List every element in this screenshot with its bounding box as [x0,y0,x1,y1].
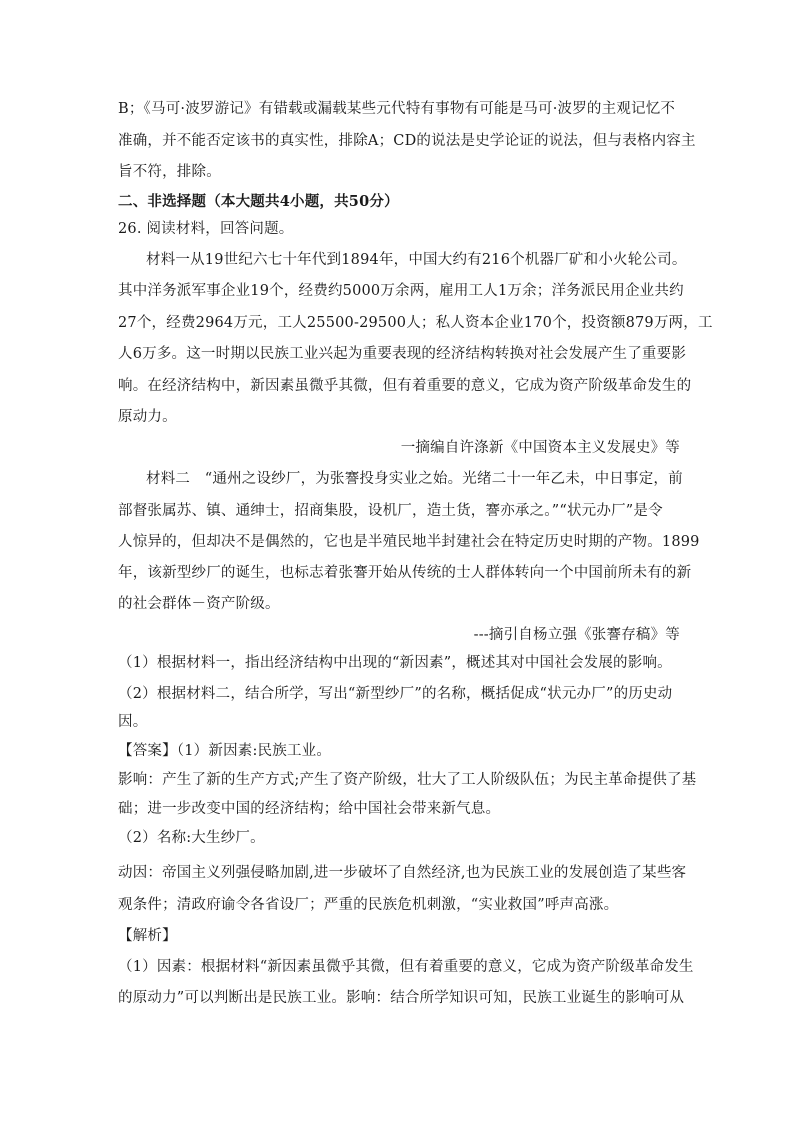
answer-heading: 【答案】（1）新因素:民族工业。 [118,743,332,759]
text-line: 其中洋务派军事企业19个，经费约5000万余两，雇用工人1万余；洋务派民用企业共约 [118,283,684,299]
source-citation: 一摘编自许涤新《中国资本主义发展史》等 [400,440,680,456]
section-heading: 二、非选择题（本大题共4小题，共50分） [118,193,399,210]
text-line: （1）因素：根据材料“新因素虽微乎其微，但有着重要的意义，它成为资产阶级革命发生 [118,959,694,975]
text-line: 材料二 “通州之设纱厂，为张謇投身实业之始。光绪二十一年乙未，中日事定，前 [146,471,683,487]
text-line: 础；进一步改变中国的经济结构；给中国社会带来新气息。 [118,801,501,817]
source-citation: ---摘引自杨立强《张謇存稿》等 [473,627,680,643]
text-line: 27个，经费2964万元，工人25500-29500人；私人资本企业170个，投资额879万两，工 [118,315,713,331]
text-line: 人6万多。这一时期以民族工业兴起为重要表现的经济结构转换对社会发展产生了重要影 [118,346,687,362]
text-line: 原动力。 [118,409,177,425]
text-line: 旨不符，排除。 [118,164,221,180]
text-line: 部督张属苏、镇、通绅士，招商集股，设机厂，造土货，謇亦承之。”“状元办厂”是令 [118,503,663,519]
question-item: （1）根据材料一，指出经济结构中出现的“新因素”，概述其对中国社会发展的影响。 [118,655,672,671]
text-line: 人惊异的，但却决不是偶然的，它也是半殖民地半封建社会在特定历史时期的产物。1899 [118,534,700,550]
question-item: （2）根据材料二，结合所学，写出“新型纱厂”的名称，概括促成“状元办厂”的历史动 [118,686,673,702]
text-line: 影响：产生了新的生产方式;产生了资产阶级，壮大了工人阶级队伍；为民主革命提供了基 [118,772,697,788]
text-line: 准确，并不能否定该书的真实性，排除A；CD的说法是史学论证的说法，但与表格内容主 [118,133,696,149]
text-line: 响。在经济结构中，新因素虽微乎其微，但有着重要的意义，它成为资产阶级革命发生的 [118,378,692,394]
text-line: 的原动力”可以判断出是民族工业。影响：结合所学知识可知，民族工业诞生的影响可从 [118,990,685,1006]
text-line: 观条件；清政府谕令各省设厂；严重的民族危机刺激，“实业救国”呼声高涨。 [118,897,619,913]
text-line: （2）名称:大生纱厂。 [118,830,265,846]
text-line: 动因：帝国主义列强侵略加剧,进一步破坏了自然经济,也为民族工业的发展创造了某些客 [118,865,687,881]
text-line: 因。 [118,714,148,730]
text-line: 的社会群体－资产阶级。 [118,596,280,612]
text-line: 年，该新型纱厂的诞生，也标志着张謇开始从传统的士人群体转向一个中国前所未有的新 [118,565,692,581]
question-title: 26. 阅读材料，回答问题。 [118,221,294,237]
text-line: 材料一从19世纪六七十年代到1894年，中国大约有216个机器厂矿和小火轮公司。 [146,252,687,268]
text-line: B；《马可·波罗游记》有错载或漏载某些元代特有事物有可能是马可·波罗的主观记忆不 [118,101,676,117]
analysis-heading: 【解析】 [118,928,177,944]
